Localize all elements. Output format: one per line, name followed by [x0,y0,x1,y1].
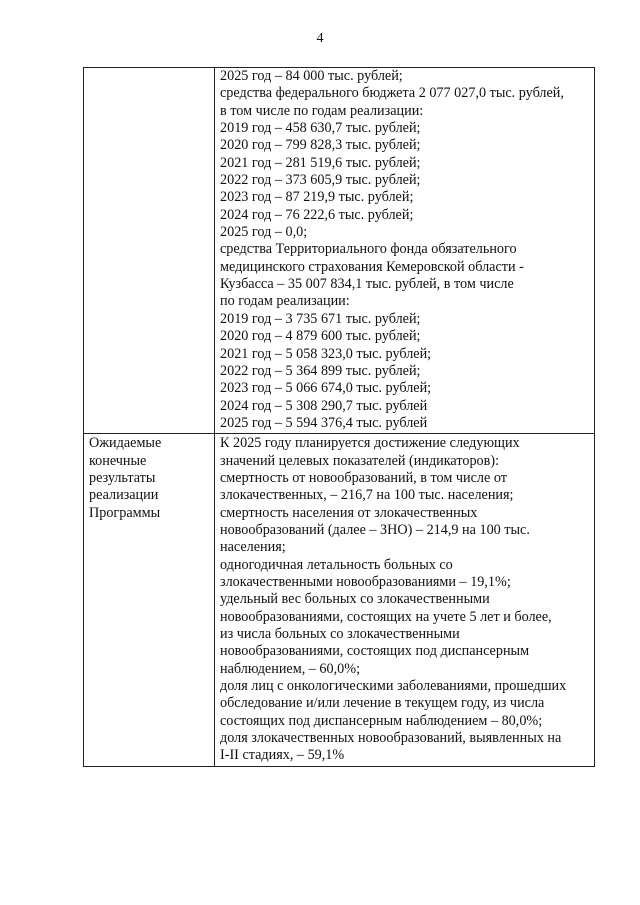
row-content-line: 2025 год – 84 000 тыс. рублей; [220,68,403,84]
row-content-line: 2025 год – 5 594 376,4 тыс. рублей [220,414,428,431]
row-content-line: 2021 год – 281 519,6 тыс. рублей; [220,154,421,171]
row-content-line: из числа больных со злокачественными [220,626,460,642]
row-content-line: 2019 год – 3 735 671 тыс. рублей; [220,310,421,327]
row-content-line: 2025 год – 0,0; [220,224,308,241]
row-content-line: значений целевых показателей (индикаторов): [220,452,500,469]
row-label-cell [84,434,215,767]
row-content-line: в том числе по годам реализации: [220,102,424,119]
table-row [84,68,595,434]
row-content-line: средства Территориального фонда обязательного [220,241,517,258]
row-content-line: наблюдением, – 60,0%; [220,660,361,677]
row-content-line: смертность от новообразований, в том числе от [220,469,507,486]
page-number: 4 [316,31,324,46]
row-label-cell [84,68,215,434]
row-label-line: Ожидаемые [89,435,162,452]
row-content-line: населения; [220,539,286,556]
row-content-line: 2022 год – 5 364 899 тыс. рублей; [220,362,421,379]
row-label-line: реализации [89,487,159,504]
row-label-line: результаты [89,469,156,486]
row-content-line: 2023 год – 5 066 674,0 тыс. рублей; [220,380,432,397]
row-content-line: 2022 год – 373 605,9 тыс. рублей; [220,172,421,189]
table-row [84,434,595,767]
row-content-line: смертность населения от злокачественных [220,504,478,521]
row-content-line: доля лиц с онкологическими заболеваниями, прошедших [220,678,567,695]
row-content-cell [215,68,595,434]
row-content-line: Кузбасса – 35 007 834,1 тыс. рублей, в том числе [220,276,514,293]
row-content-line: 2020 год – 4 879 600 тыс. рублей; [220,328,421,345]
row-content-line: обследование и/или лечение в текущем году, из числа [220,695,545,712]
row-content-line: новообразованиями, состоящих на учете 5 лет и более, [220,608,552,625]
row-content-line: 2021 год – 5 058 323,0 тыс. рублей; [220,345,432,362]
row-label-line: Программы [89,504,161,521]
row-content-line: новообразований (далее – ЗНО) – 214,9 на 100 тыс. [220,521,530,538]
row-content-line: злокачественными новообразованиями – 19,1%; [220,573,511,590]
row-content-line: 2023 год – 87 219,9 тыс. рублей; [220,189,414,206]
row-content-cell [215,434,595,767]
row-content-line: доля злокачественных новообразований, выявленных на [220,730,562,747]
row-content-line: 2019 год – 458 630,7 тыс. рублей; [220,120,421,137]
row-content-line: удельный вес больных со злокачественными [220,591,490,608]
row-content-line: медицинского страхования Кемеровской области - [220,258,524,275]
table-body [84,68,595,767]
row-content-line: 2024 год – 76 222,6 тыс. рублей; [220,206,414,223]
row-content-line: средства федерального бюджета 2 077 027,0 тыс. рублей, [220,85,564,102]
row-content-line: 2024 год – 5 308 290,7 тыс. рублей [220,397,428,414]
row-content-line: I-II стадиях, – 59,1% [220,747,345,764]
program-passport-table [83,67,595,767]
row-content-line: одногодичная летальность больных со [220,556,453,573]
row-content-line: злокачественных, – 216,7 на 100 тыс. населения; [220,487,514,504]
row-content-line: по годам реализации: [220,293,350,310]
row-content-line: К 2025 году планируется достижение следующих [220,435,520,452]
row-content-line: состоящих под диспансерным наблюдением – 80,0%; [220,712,543,729]
row-content-line: 2020 год – 799 828,3 тыс. рублей; [220,137,421,154]
row-label-line: конечные [89,452,147,469]
row-content-line: новообразованиями, состоящих под диспансерным [220,643,530,660]
